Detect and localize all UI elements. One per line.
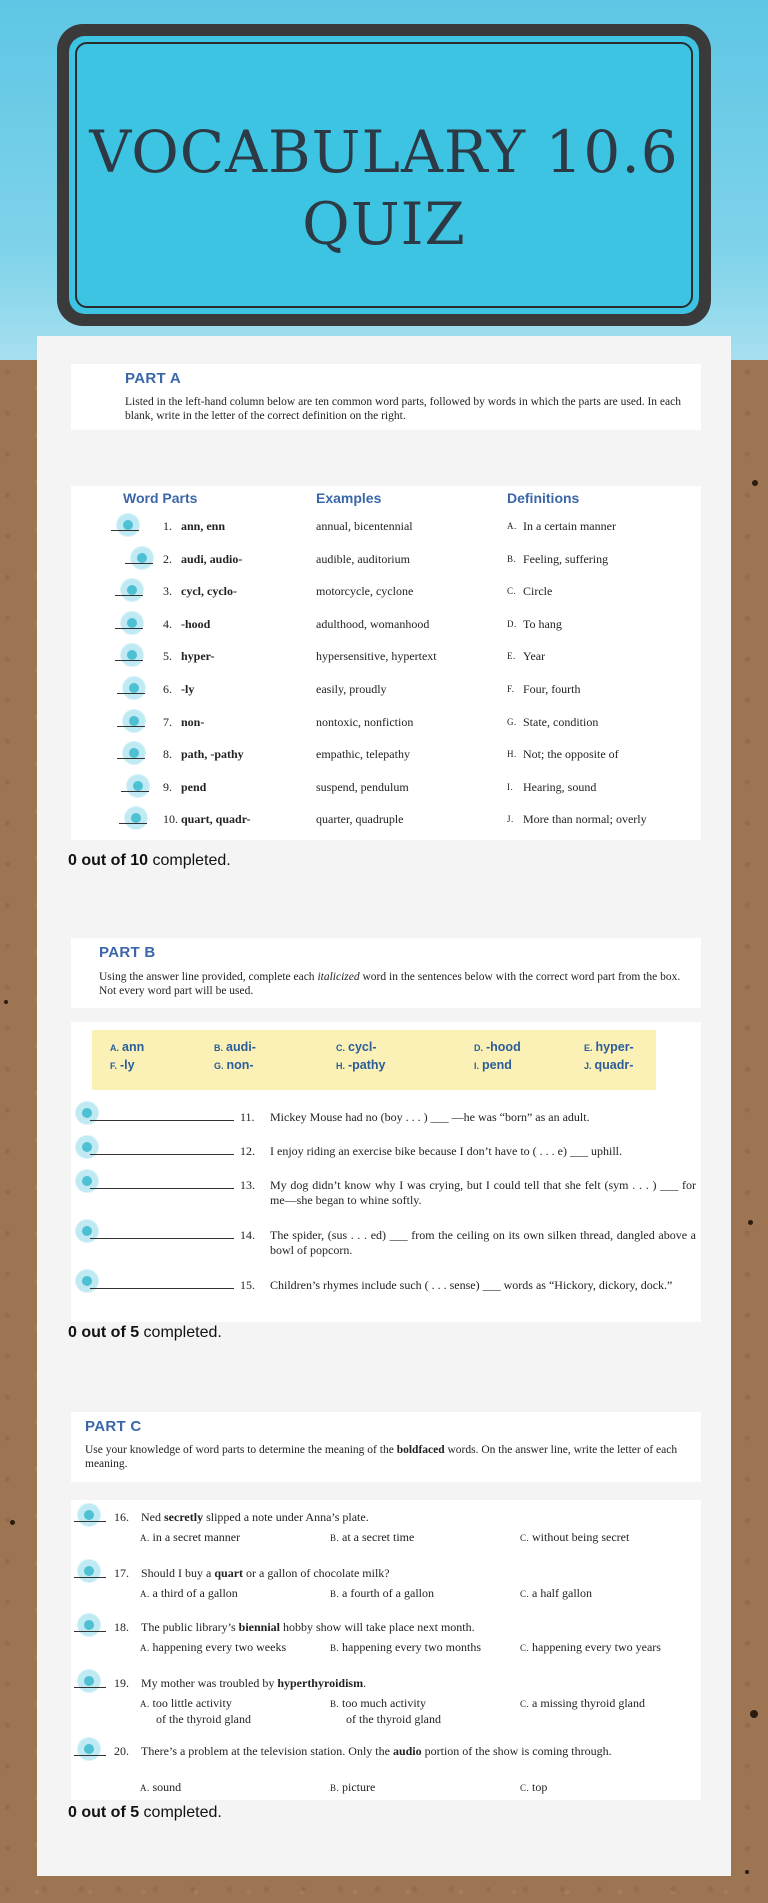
part-c-header <box>71 1412 701 1482</box>
option-text: a missing thyroid gland <box>532 1696 646 1710</box>
definition-letter: E. <box>507 651 516 662</box>
sentence-text: I enjoy riding an exercise bike because I don’t have to ( . . . e) ___ uphill. <box>270 1144 623 1158</box>
definition-text: Feeling, suffering <box>523 551 609 566</box>
answer-dot[interactable] <box>78 1614 100 1636</box>
question-number: 16. <box>114 1510 129 1524</box>
definition-text: Circle <box>523 584 553 599</box>
word-part: audi, audio- <box>181 551 243 566</box>
example-words: annual, bicentennial <box>316 519 413 533</box>
definition-letter: F. <box>507 684 515 694</box>
answer-option <box>140 1780 181 1795</box>
part-number: 9. <box>163 779 172 794</box>
definition-text: Four, fourth <box>523 682 581 696</box>
definition-letter: H. <box>507 749 517 760</box>
col-examples: Examples <box>316 490 382 506</box>
option-letter: B. <box>330 1589 343 1599</box>
answer-line <box>115 628 143 629</box>
answer-line <box>90 1188 234 1189</box>
sentence-number: 12. <box>240 1144 255 1158</box>
definition-text: State, condition <box>523 714 599 729</box>
page-title <box>69 116 699 260</box>
answer-dot[interactable] <box>125 807 147 829</box>
option-text: happening every two weeks <box>152 1640 287 1654</box>
answer-option <box>330 1530 414 1545</box>
definition-letter: G. <box>507 716 517 727</box>
word-part: ann, enn <box>181 519 226 533</box>
option-letter: C. <box>520 1589 533 1599</box>
word-box-letter: C. <box>336 1043 345 1053</box>
part-a-status: 0 out of 10 completed. <box>68 852 231 869</box>
option-letter: A. <box>140 1533 153 1543</box>
answer-option <box>330 1640 481 1655</box>
definition-letter: C. <box>507 586 517 597</box>
option-text: too much activity <box>342 1696 426 1710</box>
option-text: happening every two months <box>342 1640 481 1654</box>
option-text: picture <box>342 1780 376 1794</box>
example-words: empathic, telepathy <box>316 747 410 762</box>
question-stem <box>141 1744 691 1759</box>
question-pre: There’s a problem at the television station. Only the <box>141 1744 393 1758</box>
answer-dot[interactable] <box>127 775 149 797</box>
answer-line <box>90 1154 234 1155</box>
option-letter: A. <box>140 1783 153 1793</box>
definition-text: In a certain manner <box>523 519 616 533</box>
word-box-item <box>336 1040 377 1054</box>
word-part: hyper- <box>181 649 215 664</box>
part-c-instructions: Use your knowledge of word parts to determine the meaning of the boldfaced words. On the answer line, write the letter of each meaning. <box>85 1444 678 1470</box>
part-c-heading: PART C <box>85 1418 142 1435</box>
word-box-letter: B. <box>214 1043 223 1053</box>
word-box-letter: H. <box>336 1061 345 1071</box>
part-number: 10. <box>163 812 178 827</box>
part-b-heading: PART B <box>99 944 156 961</box>
word-box-item <box>110 1040 144 1054</box>
question-pre: My mother was troubled by <box>141 1676 278 1690</box>
col-word-parts: Word Parts <box>123 490 198 506</box>
question-post: slipped a note under Anna’s plate. <box>203 1510 369 1524</box>
question-bold-word: hyperthyroidism <box>277 1676 364 1690</box>
part-number: 4. <box>163 616 172 631</box>
word-box-text: hyper- <box>595 1040 634 1054</box>
answer-dot[interactable] <box>121 612 143 634</box>
part-number: 6. <box>163 682 172 696</box>
question-pre: The public library’s <box>141 1620 239 1634</box>
part-number: 2. <box>163 551 172 566</box>
word-box-item <box>584 1058 633 1072</box>
col-definitions: Definitions <box>507 490 580 506</box>
option-text-line-2: of the thyroid gland <box>156 1712 251 1726</box>
answer-option <box>330 1780 375 1795</box>
question-post: or a gallon of chocolate milk? <box>243 1566 390 1580</box>
sentence-text: Children’s rhymes include such ( . . . sense) ___ words as “Hickory, dickory, dock.” <box>270 1278 673 1292</box>
answer-dot[interactable] <box>123 677 145 699</box>
option-letter: B. <box>330 1643 343 1653</box>
option-letter: B. <box>330 1533 343 1543</box>
word-box-item <box>474 1058 512 1072</box>
word-box-item <box>214 1040 256 1054</box>
answer-dot[interactable] <box>121 644 143 666</box>
answer-line <box>117 726 145 727</box>
part-a-table <box>71 486 701 840</box>
definition-text: More than normal; overly <box>523 812 647 827</box>
example-words: quarter, quadruple <box>316 812 404 827</box>
word-part: quart, quadr- <box>181 812 251 827</box>
part-b-instructions: Using the answer line provided, complete each italicized word in the sentences below with the correct word part from the box. Not every word part will be used. <box>99 971 681 997</box>
question-post: portion of the show is coming through. <box>421 1744 612 1758</box>
example-words: motorcycle, cyclone <box>316 584 414 599</box>
answer-line <box>90 1288 234 1289</box>
answer-dot[interactable] <box>78 1504 100 1526</box>
definition-letter: I. <box>507 781 514 792</box>
option-text: a fourth of a gallon <box>342 1586 434 1600</box>
option-letter: A. <box>140 1589 153 1599</box>
sentence-number: 11. <box>240 1110 255 1124</box>
sentence-number: 13. <box>240 1178 255 1192</box>
word-box-text: -ly <box>120 1058 135 1072</box>
word-box-text: -pathy <box>348 1058 386 1072</box>
option-text: without being secret <box>532 1530 630 1544</box>
part-number: 5. <box>163 649 172 664</box>
sentence-text: Mickey Mouse had no (boy . . . ) ___ —he was “born” as an adult. <box>270 1110 590 1124</box>
answer-line <box>74 1687 106 1688</box>
question-stem <box>141 1510 691 1525</box>
answer-option <box>140 1530 240 1545</box>
definition-text: Hearing, sound <box>523 779 597 794</box>
option-letter: C. <box>520 1699 533 1709</box>
option-letter: C. <box>520 1533 533 1543</box>
word-part: -hood <box>181 616 211 631</box>
word-box-text: cycl- <box>348 1040 377 1054</box>
answer-line <box>115 595 143 596</box>
word-box-text: pend <box>482 1058 512 1072</box>
answer-line <box>90 1238 234 1239</box>
word-box-item <box>584 1040 634 1054</box>
question-number: 18. <box>114 1620 129 1634</box>
title-line-1: VOCABULARY 10.6 <box>89 118 679 186</box>
answer-dot[interactable] <box>78 1670 100 1692</box>
example-words: hypersensitive, hypertext <box>316 649 437 664</box>
word-box-item <box>110 1058 135 1072</box>
answer-dot[interactable] <box>117 514 139 536</box>
option-text: too little activity <box>152 1696 232 1710</box>
definition-text: Year <box>523 649 546 664</box>
part-number: 8. <box>163 747 172 762</box>
answer-line <box>74 1521 106 1522</box>
answer-line <box>119 823 147 824</box>
definition-letter: J. <box>507 814 514 825</box>
sentence-number: 14. <box>240 1228 255 1242</box>
question-stem <box>141 1566 691 1581</box>
answer-dot[interactable] <box>131 547 153 569</box>
sentence-number: 15. <box>240 1278 255 1292</box>
answer-line <box>90 1120 234 1121</box>
word-box-text: -hood <box>486 1040 521 1054</box>
word-box-letter: J. <box>584 1061 592 1071</box>
answer-line <box>74 1755 106 1756</box>
option-letter: B. <box>330 1699 343 1709</box>
part-a-header <box>71 364 701 430</box>
part-c-status: 0 out of 5 completed. <box>68 1804 222 1821</box>
question-pre: Ned <box>141 1510 164 1524</box>
option-text: top <box>532 1780 548 1794</box>
question-number: 17. <box>114 1566 129 1580</box>
word-box-letter: G. <box>214 1061 224 1071</box>
definition-letter: D. <box>507 618 517 629</box>
part-number: 1. <box>163 519 172 533</box>
word-part: path, -pathy <box>181 747 244 762</box>
word-part: -ly <box>181 682 195 696</box>
option-letter: B. <box>330 1783 343 1793</box>
answer-dot[interactable] <box>78 1560 100 1582</box>
definition-letter: B. <box>507 553 517 564</box>
example-words: easily, proudly <box>316 682 387 696</box>
question-pre: Should I buy a <box>141 1566 215 1580</box>
word-box-item <box>336 1058 386 1072</box>
option-text: happening every two years <box>532 1640 661 1654</box>
question-stem <box>141 1676 691 1691</box>
part-a-heading: PART A <box>125 370 181 387</box>
answer-option <box>520 1530 629 1545</box>
answer-line <box>74 1577 106 1578</box>
question-stem <box>141 1620 691 1635</box>
answer-line <box>117 693 145 694</box>
question-bold-word: biennial <box>238 1620 280 1634</box>
word-box-text: audi- <box>226 1040 256 1054</box>
example-words: suspend, pendulum <box>316 779 409 794</box>
answer-line <box>111 530 139 531</box>
option-text: a third of a gallon <box>152 1586 238 1600</box>
option-text: in a secret manner <box>152 1530 241 1544</box>
part-number: 3. <box>163 584 172 599</box>
option-letter: A. <box>140 1643 153 1653</box>
answer-line <box>115 660 143 661</box>
word-part: cycl, cyclo- <box>181 584 237 599</box>
answer-dot[interactable] <box>123 742 145 764</box>
answer-option <box>140 1586 238 1601</box>
option-letter: C. <box>520 1643 533 1653</box>
answer-dot[interactable] <box>78 1738 100 1760</box>
title-banner <box>57 24 711 326</box>
question-number: 19. <box>114 1676 129 1690</box>
answer-option <box>330 1696 426 1711</box>
question-post: . <box>363 1676 367 1690</box>
answer-line <box>125 563 153 564</box>
question-bold-word: secretly <box>164 1510 204 1524</box>
example-words: adulthood, womanhood <box>316 616 430 631</box>
word-part: pend <box>181 779 207 794</box>
example-words: audible, auditorium <box>316 551 410 566</box>
question-bold-word: quart <box>214 1566 244 1580</box>
answer-line <box>74 1631 106 1632</box>
part-b-header <box>71 938 701 1008</box>
answer-line <box>121 791 149 792</box>
word-box-letter: I. <box>474 1061 480 1071</box>
option-text: at a secret time <box>342 1530 415 1544</box>
word-box-letter: A. <box>110 1043 119 1053</box>
answer-option <box>520 1640 661 1655</box>
sentence-text: My dog didn’t know why I was crying, but I could tell that she felt (sym . . . ) ___ for me—she began to whine softly. <box>270 1178 696 1207</box>
sentence-text: The spider, (sus . . . ed) ___ from the ceiling on its own silken thread, dangled above a bowl of popcorn. <box>270 1228 696 1257</box>
word-box-letter: F. <box>110 1061 118 1071</box>
question-number: 20. <box>114 1744 129 1758</box>
question-post: hobby show will take place next month. <box>280 1620 475 1634</box>
part-b-status: 0 out of 5 completed. <box>68 1324 222 1341</box>
option-text: sound <box>152 1780 182 1794</box>
answer-option <box>520 1586 592 1601</box>
example-words: nontoxic, nonfiction <box>316 714 414 729</box>
answer-dot[interactable] <box>121 579 143 601</box>
word-box-text: quadr- <box>594 1058 634 1072</box>
definition-text: To hang <box>523 616 562 631</box>
answer-option <box>140 1696 232 1711</box>
answer-dot[interactable] <box>123 710 145 732</box>
word-box-letter: E. <box>584 1043 593 1053</box>
word-box-item <box>474 1040 521 1054</box>
definition-letter: A. <box>507 521 517 531</box>
option-letter: C. <box>520 1783 533 1793</box>
part-number: 7. <box>163 714 172 729</box>
word-box-text: non- <box>226 1058 254 1072</box>
question-bold-word: audio <box>392 1744 422 1758</box>
definition-text: Not; the opposite of <box>523 747 619 762</box>
word-box-item <box>214 1058 254 1072</box>
answer-line <box>117 758 145 759</box>
option-letter: A. <box>140 1699 153 1709</box>
word-box-letter: D. <box>474 1043 483 1053</box>
part-a-instructions: Listed in the left-hand column below are ten common word parts, followed by words in which the parts are used. In each blank, write in the letter of the correct definition on the right. <box>125 396 681 422</box>
answer-option <box>520 1696 645 1711</box>
option-text: a half gallon <box>532 1586 592 1600</box>
title-line-2: QUIZ <box>302 190 466 258</box>
word-part: non- <box>181 714 205 729</box>
answer-option <box>520 1780 547 1795</box>
answer-option <box>330 1586 434 1601</box>
word-box-text: ann <box>122 1040 145 1054</box>
option-text-line-2: of the thyroid gland <box>346 1712 441 1726</box>
answer-option <box>140 1640 286 1655</box>
